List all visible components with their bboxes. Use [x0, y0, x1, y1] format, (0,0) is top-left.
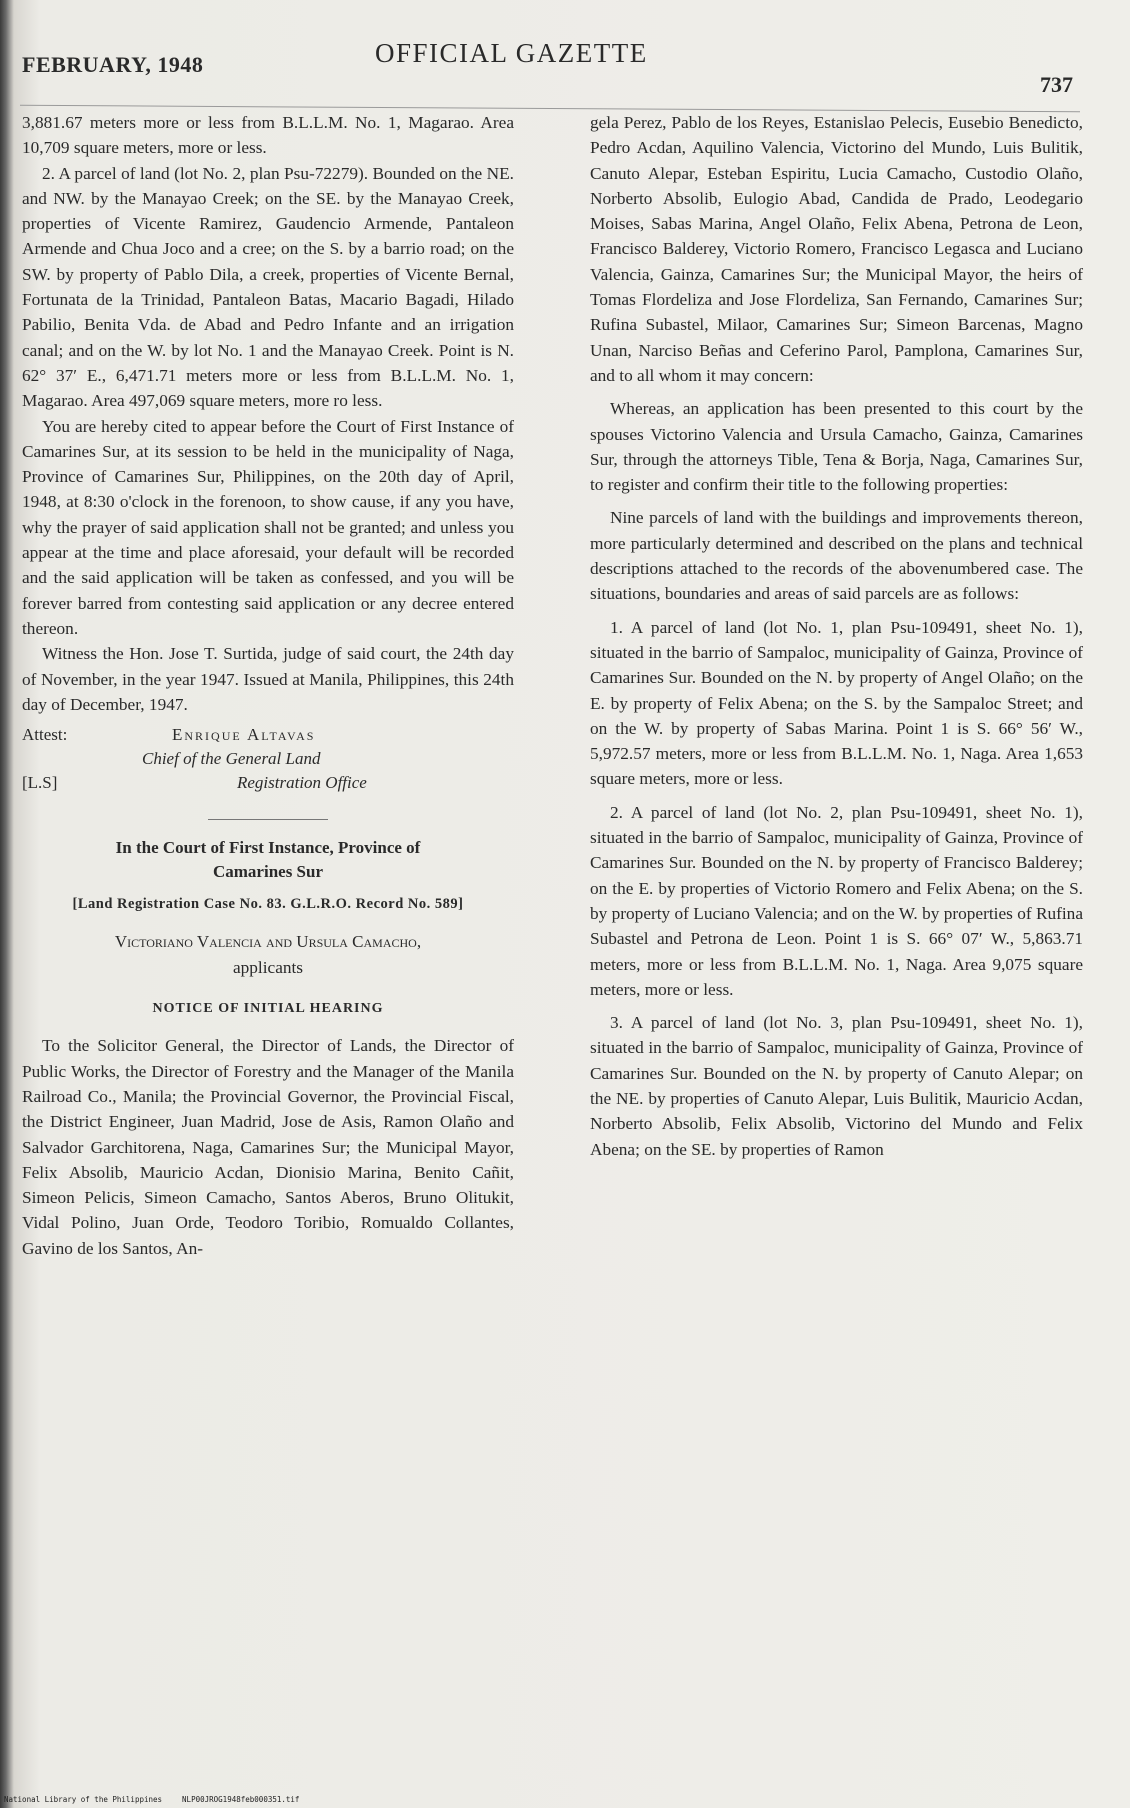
signer-title: Chief of the General Land [142, 749, 321, 769]
paragraph: 2. A parcel of land (lot No. 2, plan Psu-109491, sheet No. 1), situated in the barrio of Sampaloc, municipality of Gainza, Province of Camarines Sur. Bounded on the N. by property of Francisco Balderey; on the E. by properties of Victorio Romero and Felix Abena; on the S. by property of Luciano Valencia; and on the W. by properties of Rufina Subastel and Petrona de Leon. Point 1 is S. 66° 07′ W., 5,863.71 meters, more or less from B.L.L.M. No. 1, Naga. Area 9,075 square meters, more or less. [590, 802, 1083, 999]
paragraph: 1. A parcel of land (lot No. 1, plan Psu-109491, sheet No. 1), situated in the barrio of Sampaloc, municipality of Gainza, Province of Camarines Sur. Bounded on the N. by property of Angel Olaño; on the E. by property of Felix Abena; on the S. by the Sampaloc Street; and on the W. by property of Sabas Marina. Point 1 is S. 66° 56′ W., 5,972.57 meters, more or less from B.L.L.M. No. 1, Naga. Area 1,653 square meters, more or less. [590, 617, 1083, 789]
paragraph: Witness the Hon. Jose T. Surtida, judge of said court, the 24th day of November, in the year 1947. Issued at Manila, Philippines, this 24th day of December, 1947. [22, 644, 514, 714]
signer-name: Enrique Altavas [172, 725, 316, 745]
issue-date: FEBRUARY, 1948 [22, 52, 204, 77]
paragraph: You are hereby cited to appear before the Court of First Instance of Camarines Sur, at its session to be held in the municipality of Naga, Province of Camarines Sur, Philippines, on the 20th day of April, 1948, at 8:30 o'clock in the forenoon, to show cause, if any you have, why the prayer of said application shall not be granted; and unless you appear at the time and place aforesaid, your default will be recorded and the said application will be taken as confessed, and you will be forever barred from contesting said application or any decree entered thereon. [22, 416, 514, 638]
paragraph: Nine parcels of land with the buildings and improvements thereon, more particularly determined and described on the plans and technical descriptions attached to the records of the abovenumbered case. The situations, boundaries and areas of said parcels are as follows: [590, 508, 1083, 604]
paragraph: To the Solicitor General, the Director of Lands, the Director of Public Works, the Director of Forestry and the Manager of the Manila Railroad Co., Manila; the Provincial Governor, the Provincial Fiscal, the District Engineer, Juan Madrid, Jose de Asis, Ramon Olaño and Salvador Garchitorena, Naga, Camarines Sur; the Municipal Mayor, Felix Absolib, Mauricio Acdan, Dionisio Marina, Benito Cañit, Simeon Pelicis, Simeon Camacho, Santos Aberos, Bruno Olitukit, Vidal Polino, Juan Orde, Teodoro Toribio, Romualdo Collantes, Gavino de los Santos, An- [22, 1036, 514, 1258]
paragraph: gela Perez, Pablo de los Reyes, Estanislao Pelecis, Eusebio Benedicto, Pedro Acdan, Aquilino Valencia, Victorino del Mundo, Luis Bulitik, Canuto Alepar, Esteban Espiritu, Lucia Camacho, Custodio Olaño, Norberto Absolib, Eulogio Abad, Candida de Prado, Leodegario Moises, Sabas Marina, Angel Olaño, Felix Abena, Petrona de Leon, Francisco Balderey, Victorio Romero, Francisco Legasca and Luciano Valencia, Gainza, Camarines Sur; the Municipal Mayor, the heirs of Tomas Flordeliza and Jose Flordeliza, San Fernando, Camarines Sur; Rufina Subastel, Milaor, Camarines Sur; Simeon Barcenas, Magno Unan, Narciso Beñas and Ceferino Parol, Pamplona, Camarines Sur, and to all whom it may concern: [590, 113, 1083, 385]
paragraph: Whereas, an application has been presented to this court by the spouses Victorino Valencia and Ursula Camacho, Gainza, Camarines Sur, through the attorneys Tible, Tena & Borja, Naga, Camarines Sur, to register and confirm their title to the following properties: [590, 399, 1083, 495]
case-line: [Land Registration Case No. 83. G.L.R.O. Record No. 589] [72, 896, 464, 913]
paragraph: 3,881.67 meters more or less from B.L.L.M. No. 1, Magarao. Area 10,709 square meters, more or less. [22, 113, 514, 158]
publication-title: OFFICIAL GAZETTE [375, 38, 648, 68]
section-divider [208, 819, 328, 820]
right-column [590, 110, 1083, 1162]
court-province: Camarines Sur [212, 862, 324, 882]
attest-label: Attest: [22, 725, 68, 745]
applicants-label: applicants [232, 957, 304, 977]
signer-office: Registration Office [237, 773, 367, 793]
page-number: 737 [1040, 72, 1073, 97]
notice-title: NOTICE OF INITIAL HEARING [152, 1001, 384, 1017]
court-heading: In the Court of First Instance, Province of [115, 838, 421, 858]
left-column [22, 110, 514, 1261]
scan-footer [4, 1795, 1126, 1804]
seal-code: [L.S] [22, 773, 58, 793]
paragraph: 3. A parcel of land (lot No. 3, plan Psu-109491, sheet No. 1), situated in the barrio of Sampaloc, municipality of Gainza, Province of Camarines Sur. Bounded on the N. by property of Canuto Alepar; on the NE. by properties of Canuto Alepar, Luis Bulitik, Mauricio Acdan, Norberto Absolib, Felix Absolib, Victorino del Mundo and Felix Abena; on the SE. by properties of Ramon [590, 1013, 1083, 1159]
page-header [0, 30, 1130, 110]
signature-block [22, 723, 514, 795]
library-label: National Library of the Philippines [4, 1795, 163, 1804]
applicants-names: Victoriano Valencia and Ursula Camacho, [114, 932, 422, 952]
paragraph: 2. A parcel of land (lot No. 2, plan Psu-72279). Bounded on the NE. and NW. by the Manayao Creek; on the SE. by the Manayao Creek, properties of Vicente Ramirez, Gaudencio Armende, Pantaleon Armende and Chua Joco and a cree; on the S. by a barrio road; on the SW. by property of Pablo Dila, a creek, properties of Vicente Bernal, Fortunata de la Trinidad, Pantaleon Batas, Macario Bagadi, Hilado Pabilio, Benita Vda. de Abad and Pedro Infante and an irrigation canal; and on the W. by lot No. 1 and the Manayao Creek. Point is N. 62° 37′ E., 6,471.71 meters more or less from B.L.L.M. No. 1, Magarao. Area 497,069 square meters, more ro less. [22, 163, 514, 411]
file-label: NLP00JROG1948feb000351.tif [182, 1795, 300, 1804]
